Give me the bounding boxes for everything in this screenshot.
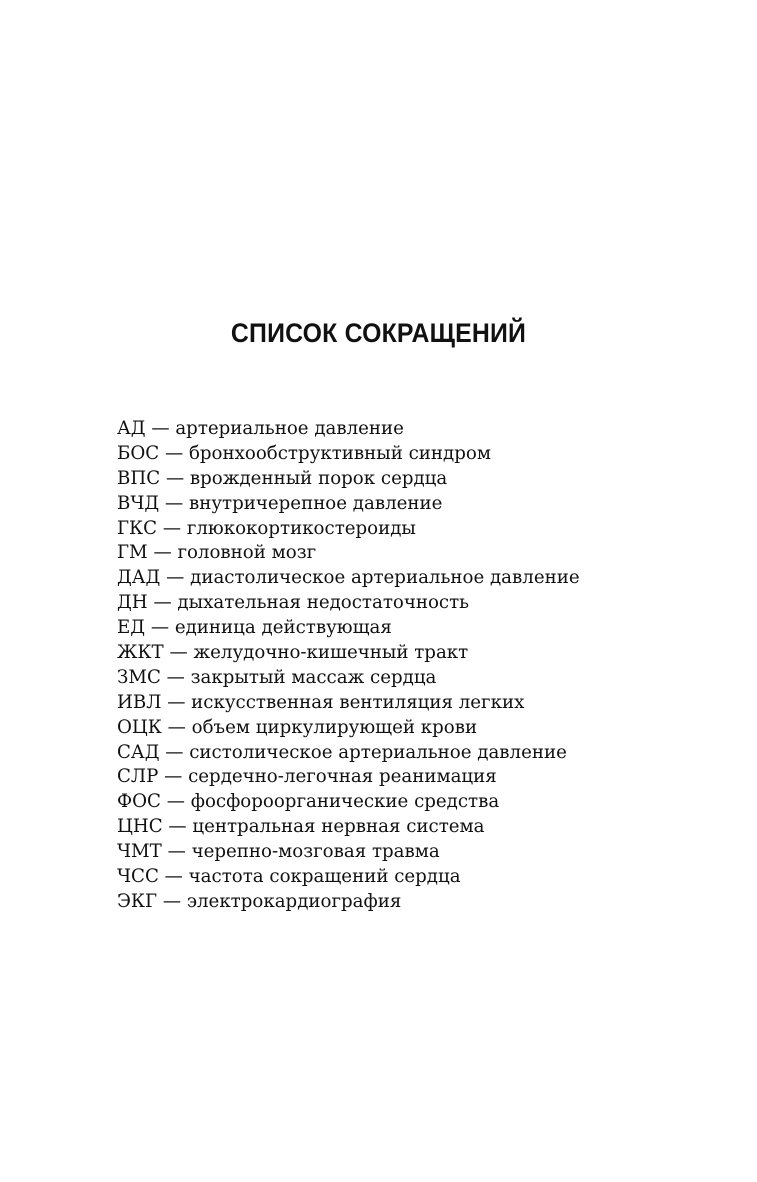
list-item [117,716,580,741]
abbreviation: ЗМС [117,666,161,688]
separator: — [160,467,190,489]
list-item [117,467,580,492]
definition: черепно-мозговая травма [191,841,440,863]
definition: фосфороорганические средства [190,791,500,813]
abbreviation: ЦНС [117,816,163,838]
list-item [117,666,580,691]
abbreviation: ОЦК [117,716,162,738]
separator: — [162,816,193,838]
abbreviation-list [117,417,580,915]
definition: желудочно-кишечный тракт [193,642,469,664]
abbreviation: ВЧД [117,492,160,514]
list-item [117,890,580,915]
separator: — [145,418,176,439]
abbreviation: ВПС [117,467,161,489]
separator: — [160,791,191,813]
definition: сердечно-легочная реанимация [188,766,497,788]
separator: — [161,691,192,713]
definition: единица действующая [174,617,392,639]
definition: артериальное давление [175,418,404,439]
abbreviation: ЧМТ [117,841,162,863]
definition: глюкокортикостероиды [186,517,416,539]
abbreviation: ИВЛ [117,691,162,713]
list-item [117,790,580,815]
abbreviation: ЭКГ [117,890,158,912]
separator: — [158,766,189,788]
list-item [117,641,580,666]
separator: — [157,517,187,539]
list-item [117,741,580,766]
separator: — [147,592,178,614]
separator: — [147,542,178,564]
definition: головной мозг [177,542,317,564]
definition: дыхательная недостаточность [177,592,470,614]
list-item [117,492,580,517]
abbreviation: ГМ [117,542,148,564]
definition: закрытый массаж сердца [190,666,437,688]
separator: — [159,442,189,464]
list-item [117,591,580,616]
list-item [117,765,580,790]
definition: систолическое артериальное давление [189,741,567,763]
abbreviation: ФОС [117,791,161,813]
definition: электрокардиография [186,890,402,912]
separator: — [158,866,189,888]
abbreviation: САД [117,741,160,763]
separator: — [161,716,192,738]
definition: искусственная вентиляция легких [191,691,525,713]
abbreviation: ГКС [117,517,158,539]
abbreviation: ЧСС [117,866,159,888]
definition: частота сокращений сердца [188,866,461,888]
separator: — [160,666,191,688]
list-item [117,541,580,566]
list-item [117,691,580,716]
abbreviation: ЕД [117,617,146,639]
definition: врожденный порок сердца [189,467,448,489]
list-item [117,517,580,542]
abbreviation: ЖКТ [117,642,164,664]
list-item [117,815,580,840]
abbreviation: ДН [117,592,148,614]
separator: — [160,567,191,589]
list-item [117,865,580,890]
list-item [117,840,580,865]
separator: — [159,741,190,763]
definition: бронхообструктивный синдром [188,442,491,464]
abbreviation: БОС [117,442,160,464]
list-item [117,442,580,467]
definition: центральная нервная система [192,816,485,838]
list-item [117,417,580,442]
separator: — [163,642,194,664]
separator: — [161,841,192,863]
list-item [117,616,580,641]
abbreviation: АД [117,418,146,439]
abbreviation: СЛР [117,766,159,788]
separator: — [145,617,175,639]
separator: — [157,890,187,912]
definition: внутричерепное давление [188,492,443,514]
definition: диастолическое артериальное давление [190,567,580,589]
definition: объем циркулирующей крови [191,716,478,738]
separator: — [159,492,189,514]
page-title: СПИСОК СОКРАЩЕНИЙ [230,318,527,348]
abbreviation: ДАД [117,567,161,589]
list-item [117,566,580,591]
